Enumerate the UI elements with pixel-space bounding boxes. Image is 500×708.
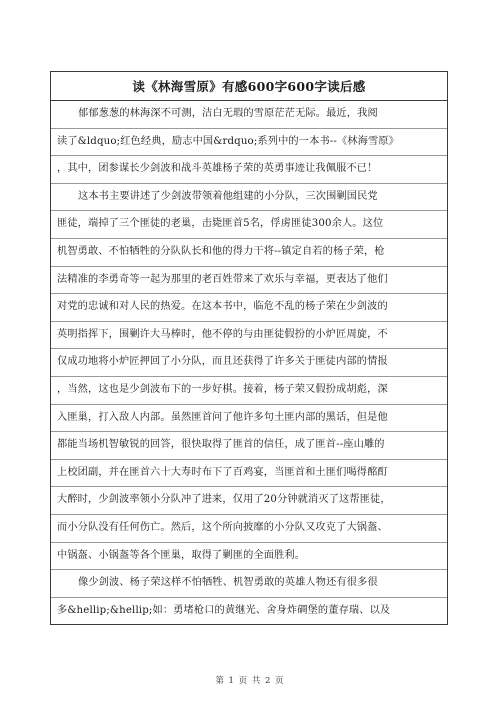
text-line: 入匪巢，打入敌人内部。虽然匪首问了他许多句土匪内部的黑话，但是他 (51, 405, 447, 433)
text-line: 而小分队没有任何伤亡。然后，这个所向披靡的小分队又攻克了大锅盔、 (51, 515, 447, 543)
text-line: 匪徒，端掉了三个匪徒的老巢，击毙匪首5名，俘虏匪徒300余人。这位 (51, 211, 447, 239)
text-line: 像少剑波、杨子荣这样不怕牺牲、机智勇敢的英雄人物还有很多很 (51, 570, 447, 598)
text-line: 法精准的李勇奇等一起为那里的老百姓带来了欢乐与幸福，更表达了他们 (51, 267, 447, 295)
page-footer: 第 1 页 共 2 页 (215, 676, 285, 686)
text-line: 机智勇敢、不怕牺牲的分队队长和他的得力干将--镇定自若的杨子荣，枪 (51, 239, 447, 267)
text-line: ，其中，团参谋长少剑波和战斗英雄杨子荣的英勇事迹让我佩服不已！ (51, 156, 447, 184)
text-line: ，当然，这也是少剑波布下的一步好棋。接着，杨子荣又假扮成胡彪，深 (51, 377, 447, 405)
text-line: 郁郁葱葱的林海深不可测，洁白无瑕的雪原茫茫无际。最近，我阅 (51, 101, 447, 129)
text-line: 中锅盔、小锅盔等各个匪巢，取得了剿匪的全面胜利。 (51, 543, 447, 571)
document-table (50, 71, 448, 625)
text-line: 读了&ldquo;红色经典，励志中国&rdquo;系列中的一本书--《林海雪原》 (51, 129, 447, 157)
title-row (51, 72, 447, 101)
text-line: 仅成功地将小炉匠押回了小分队，而且还获得了许多关于匪徒内部的情报 (51, 349, 447, 377)
text-line: 多&hellip;&hellip;如：勇堵枪口的黄继光、舍身炸碉堡的董存瑞、以及 (57, 604, 391, 616)
document-title: 读《林海雪原》有感600字600字读后感 (132, 79, 366, 94)
text-line: 这本书主要讲述了少剑波带领着他组建的小分队，三次围剿国民党 (51, 184, 447, 212)
text-line: 都能当场机智敏锐的回答，很快取得了匪首的信任，成了匪首--座山雕的 (51, 432, 447, 460)
text-line: 英明指挥下，围剿许大马棒时，他不停的与由匪徒假扮的小炉匠周旋，不 (51, 322, 447, 350)
text-line: 大醉时，少剑波率领小分队冲了进来，仅用了20分钟就消灭了这帮匪徒， (51, 487, 447, 515)
text-line: 上校团副，并在匪首六十大寿时布下了百鸡宴，当匪首和土匪们喝得酩酊 (51, 460, 447, 488)
document-body (51, 101, 447, 624)
text-line: 对党的忠诚和对人民的热爱。在这本书中，临危不乱的杨子荣在少剑波的 (51, 294, 447, 322)
